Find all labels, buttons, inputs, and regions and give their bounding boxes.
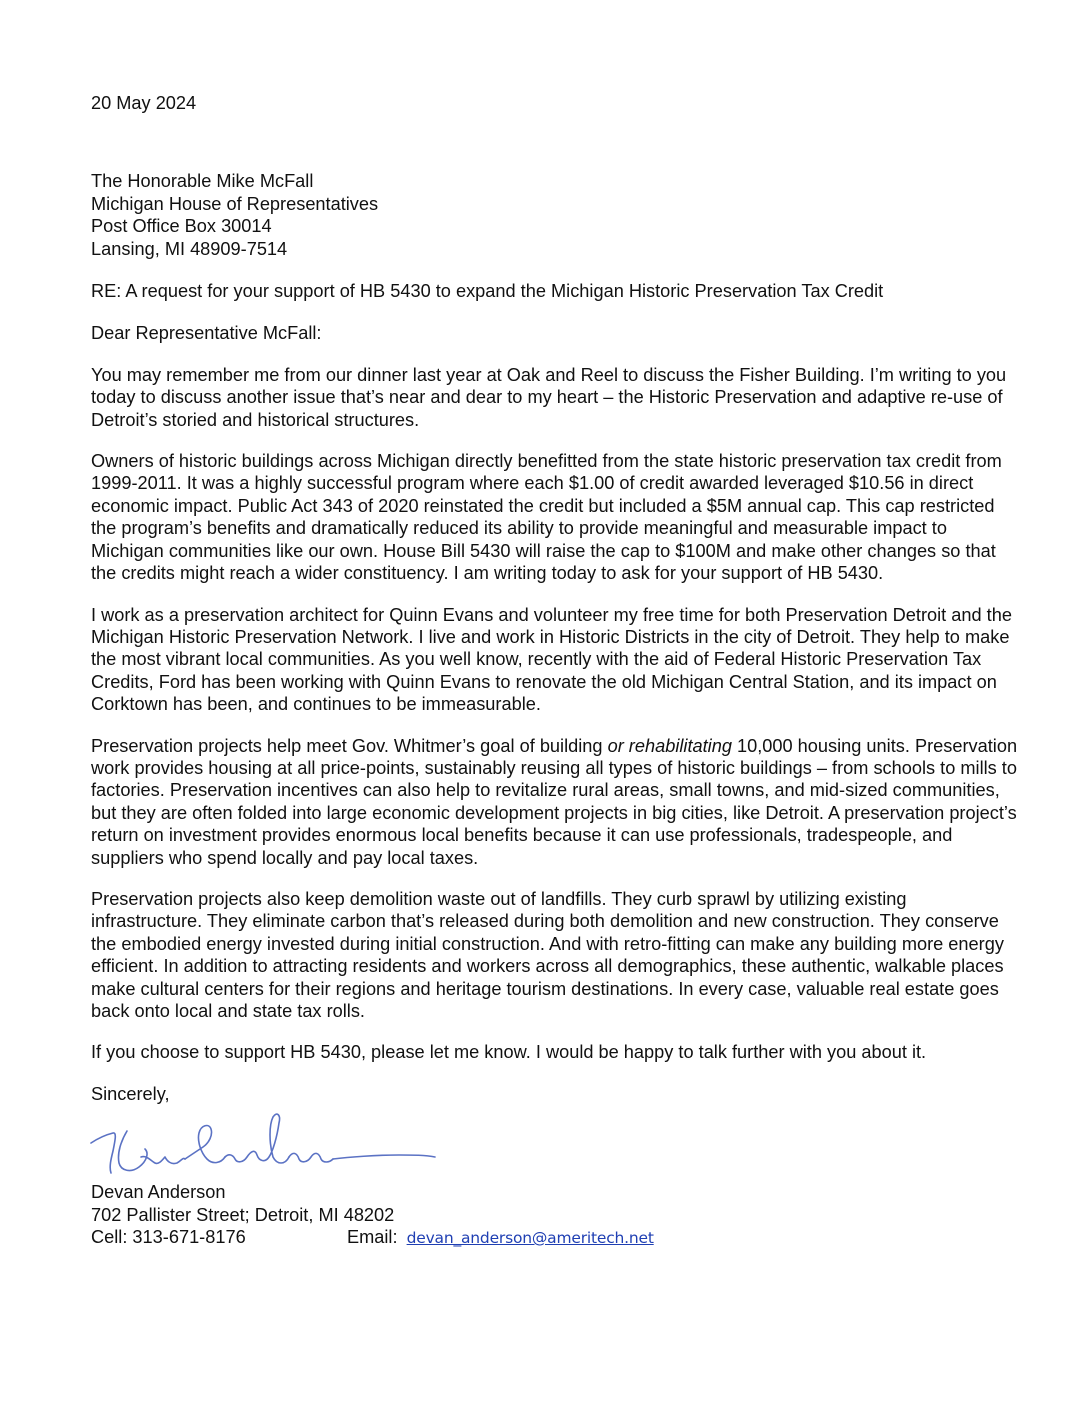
paragraph-4-text-start: Preservation projects help meet Gov. Whitmer’s goal of building [91,735,608,756]
sender-cell: Cell: 313-671-8176 [91,1227,246,1248]
paragraph-4-text-end: 10,000 housing units. Preservation work provides housing at all price-points, sustainably reusing all types of historic buildings – from schools to mills to factories. Preservation incentives can also help to revitalize rural areas, small towns, and mid-sized communities, but they are often folded into large economic development projects in big cities, like Detroit. A preservation project’s return on investment provides enormous local benefits because it can use professionals, tradespeople, and suppliers who spend locally and pay local taxes. [91,735,1018,868]
sender-contact-block [91,1181,1021,1248]
sender-phone-email-line [91,1226,1021,1248]
letter-page [91,92,1021,1248]
recipient-name: The Honorable Mike McFall [91,171,314,192]
sender-email-link[interactable]: devan_anderson@ameritech.net [406,1229,654,1248]
body-paragraph-2: Owners of historic buildings across Michigan directly benefitted from the state historic preservation tax credit from 1999-2011. It was a highly successful program where each $1.00 of credit awarded leveraged $10.56 in direct economic impact. Public Act 343 of 2020 reinstated the credit but included a $5M annual cap. This cap restricted the program’s benefits and dramatically reduced its ability to provide meaningful and measurable impact to Michigan communities like our own. House Bill 5430 will raise the cap to $100M and make other changes so that the credits might reach a wider constituency. I am writing today to ask for your support of HB 5430. [91,451,1002,584]
recipient-address-line2: Lansing, MI 48909-7514 [91,238,288,259]
recipient-organization: Michigan House of Representatives [91,193,379,214]
body-paragraph-1: You may remember me from our dinner last year at Oak and Reel to discuss the Fisher Building. I’m writing to you today to discuss another issue that’s near and dear to my heart – the Historic Preservation and adaptive re-use of Detroit’s storied and historical structures. [91,364,1007,430]
signature-graphic [87,1107,447,1179]
recipient-address-line1: Post Office Box 30014 [91,216,272,237]
sender-address: 702 Pallister Street; Detroit, MI 48202 [91,1204,395,1225]
sender-name: Devan Anderson [91,1182,226,1203]
body-paragraph-4 [91,735,1021,869]
salutation: Dear Representative McFall: [91,323,322,344]
closing: Sincerely, [91,1083,170,1104]
sender-email-group [347,1226,654,1249]
body-paragraph-6: If you choose to support HB 5430, please let me know. I would be happy to talk further with you about it. [91,1042,927,1063]
letter-date: 20 May 2024 [91,93,197,113]
recipient-address-block [91,170,1021,260]
body-paragraph-3: I work as a preservation architect for Quinn Evans and volunteer my free time for both Preservation Detroit and the Michigan Historic Preservation Network. I live and work in Historic Districts in the city of Detroit. They help to make the most vibrant local communities. As you well know, recently with the aid of Federal Historic Preservation Tax Credits, Ford has been working with Quinn Evans to renovate the old Michigan Central Station, and its impact on Corktown has been, and continues to be immeasurable. [91,604,1012,715]
handwritten-signature [91,1109,1021,1181]
paragraph-4-emphasis: or rehabilitating [607,735,732,756]
subject-line: RE: A request for your support of HB 5430 to expand the Michigan Historic Preservation Tax Credit [91,281,884,302]
sender-email-label: Email: [347,1227,398,1248]
body-paragraph-5: Preservation projects also keep demolition waste out of landfills. They curb sprawl by utilizing existing infrastructure. They eliminate carbon that’s released during both demolition and new construction. They conserve the embodied energy invested during initial construction. And with retro-fitting can make any building more energy efficient. In addition to attracting residents and workers across all demographics, these authentic, walkable places make cultural centers for their regions and heritage tourism destinations. In every case, valuable real estate goes back onto local and state tax rolls. [91,888,1004,1021]
